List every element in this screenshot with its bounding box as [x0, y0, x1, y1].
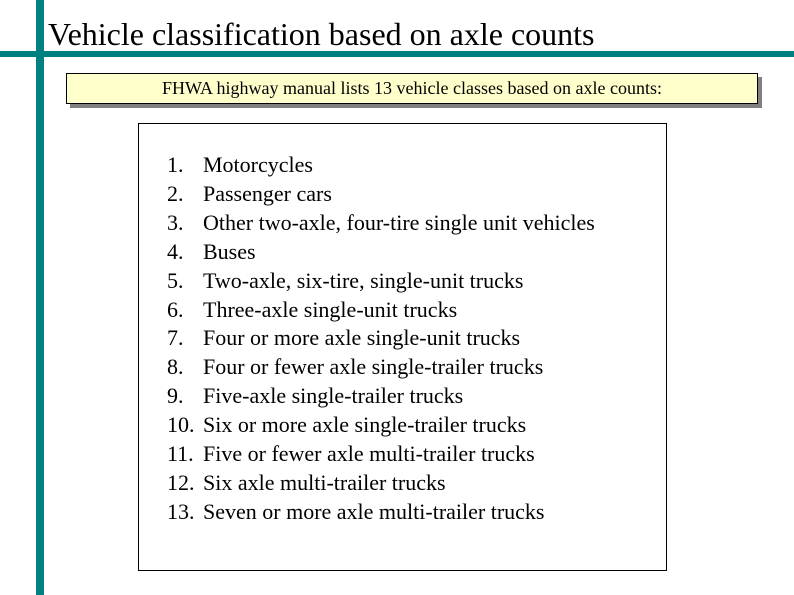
list-item-label: Two-axle, six-tire, single-unit trucks: [203, 267, 524, 293]
list-item: [167, 353, 595, 382]
list-item: [167, 267, 595, 296]
list-item: [167, 151, 595, 180]
list-item-number: 5.: [167, 267, 184, 293]
list-item: [167, 209, 595, 238]
slide-title: Vehicle classification based on axle counts: [48, 16, 595, 52]
subtitle-text: FHWA highway manual lists 13 vehicle classes based on axle counts:: [162, 78, 662, 98]
vehicle-class-box: [138, 123, 667, 571]
list-item: [167, 469, 595, 498]
list-item: [167, 440, 595, 469]
list-item-label: Passenger cars: [203, 180, 332, 206]
list-item: [167, 324, 595, 353]
list-item-label: Six or more axle single-trailer trucks: [203, 412, 527, 438]
list-item-label: Five-axle single-trailer trucks: [203, 383, 464, 409]
list-item-number: 4.: [167, 238, 184, 264]
list-item-label: Four or fewer axle single-trailer trucks: [203, 354, 544, 380]
list-item-number: 9.: [167, 383, 184, 409]
list-item: [167, 180, 595, 209]
list-item-number: 7.: [167, 325, 184, 351]
list-item-number: 3.: [167, 209, 184, 235]
list-item-number: 6.: [167, 296, 184, 322]
list-item: [167, 498, 595, 527]
list-item-number: 2.: [167, 180, 184, 206]
list-item-number: 10.: [167, 412, 195, 438]
list-item-number: 12.: [167, 469, 195, 495]
list-item-number: 8.: [167, 354, 184, 380]
list-item-label: Three-axle single-unit trucks: [203, 296, 458, 322]
list-item-label: Seven or more axle multi-trailer trucks: [203, 498, 545, 524]
subtitle-box: [66, 73, 758, 104]
list-item-number: 1.: [167, 152, 184, 177]
list-item-label: Four or more axle single-unit trucks: [203, 325, 521, 351]
list-item: [167, 296, 595, 325]
list-item-label: Other two-axle, four-tire single unit vehicles: [203, 209, 595, 235]
list-item-label: Buses: [203, 238, 256, 264]
list-item-number: 13.: [167, 498, 195, 524]
list-item-number: 11.: [167, 441, 194, 467]
list-item-label: Six axle multi-trailer trucks: [203, 469, 446, 495]
vehicle-class-list: [167, 151, 595, 527]
list-item-label: Five or fewer axle multi-trailer trucks: [203, 441, 535, 467]
teal-vertical-rule: [36, 0, 44, 595]
list-item: [167, 411, 595, 440]
list-item-label: Motorcycles: [203, 152, 313, 177]
list-item: [167, 238, 595, 267]
list-item: [167, 382, 595, 411]
